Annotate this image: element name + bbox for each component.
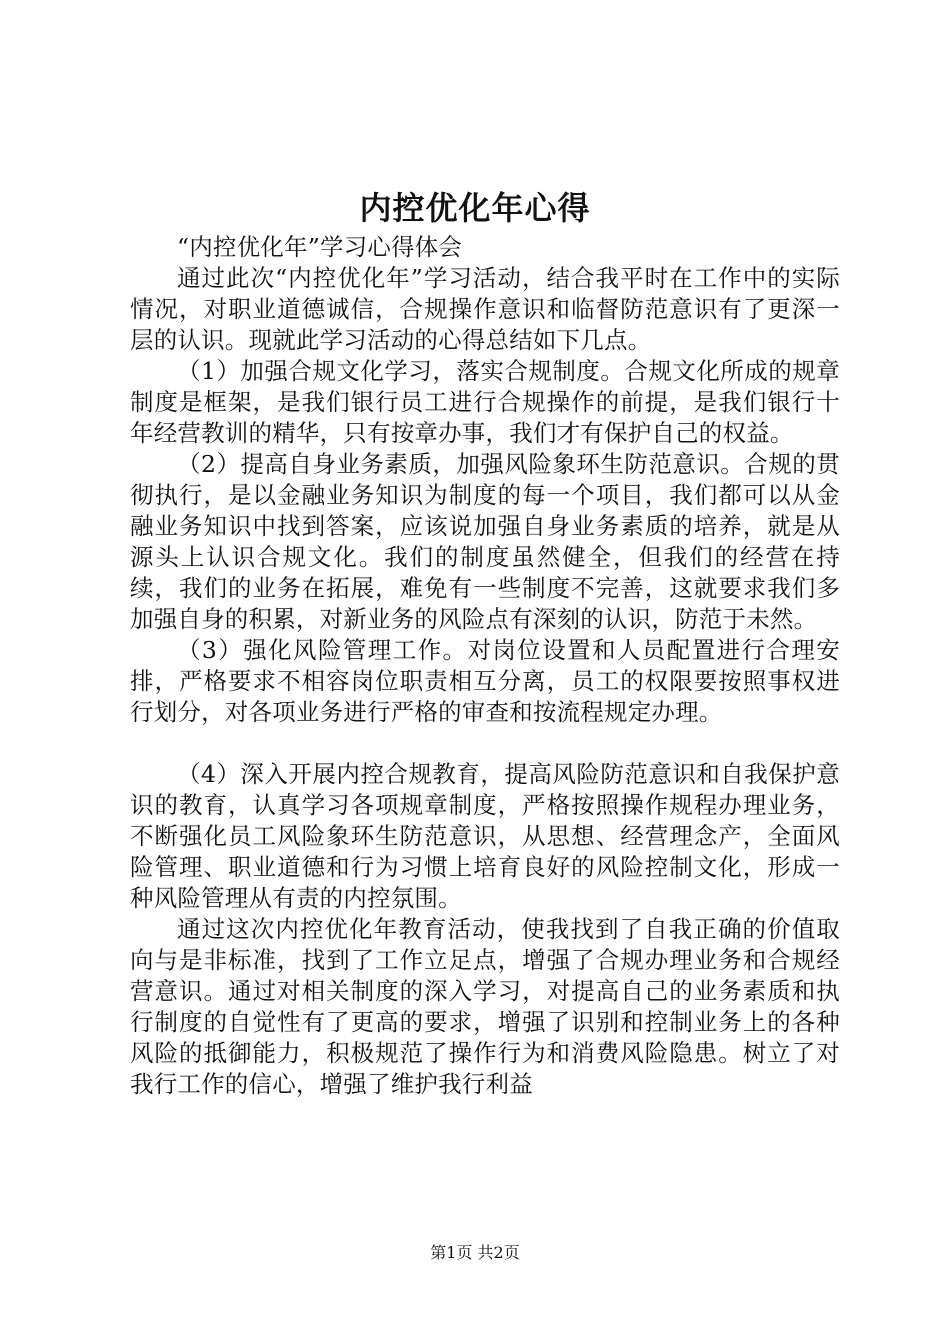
document-title: 内控优化年心得 [359, 189, 591, 227]
document-subtitle: “内控优化年”学习心得体会 [177, 233, 463, 261]
paragraph-point-3: （3）强化风险管理工作。对岗位设置和人员配置进行合理安排，严格要求不相容岗位职责相互分离，员工的权限要按照事权进行划分，对各项业务进行严格的审查和按流程规定办理。 [130, 636, 840, 726]
paragraph-intro: 通过此次“内控优化年”学习活动，结合我平时在工作中的实际情况，对职业道德诚信，合规操作意识和临督防范意识有了更深一层的认识。现就此学习活动的心得总结如下几点。 [130, 264, 840, 354]
page-number-footer: 第1页 共2页 [430, 1243, 520, 1262]
paragraph-point-2: （2）提高自身业务素质，加强风险象环生防范意识。合规的贯彻执行，是以金融业务知识为制度的每一个项目，我们都可以从金融业务知识中找到答案，应该说加强自身业务素质的培养，就是从源头上认识合规文化。我们的制度虽然健全，但我们的经营在持续，我们的业务在拓展，难免有一些制度不完善，这就要求我们多加强自身的积累，对新业务的风险点有深刻的认识，防范于未然。 [130, 450, 840, 633]
paragraph-point-1: （1）加强合规文化学习，落实合规制度。合规文化所成的规章制度是框架，是我们银行员工进行合规操作的前提，是我们银行十年经营教训的精华，只有按章办事，我们才有保护自己的权益。 [130, 357, 840, 447]
document-body [130, 232, 840, 1100]
paragraph-point-4: （4）深入开展内控合规教育，提高风险防范意识和自我保护意识的教育，认真学习各项规章制度，严格按照操作规程办理业务，不断强化员工风险象环生防范意识，从思想、经营理念产，全面风险管理、职业道德和行为习惯上培育良好的风险控制文化，形成一种风险管理从有责的内控氛围。 [130, 760, 840, 912]
paragraph-conclusion: 通过这次内控优化年教育活动，使我找到了自我正确的价值取向与是非标准，找到了工作立足点，增强了合规办理业务和合规经营意识。通过对相关制度的深入学习，对提高自己的业务素质和执行制度的自觉性有了更高的要求，增强了识别和控制业务上的各种风险的抵御能力，积极规范了操作行为和消费风险隐患。树立了对我行工作的信心，增强了维护我行利益 [130, 915, 840, 1098]
